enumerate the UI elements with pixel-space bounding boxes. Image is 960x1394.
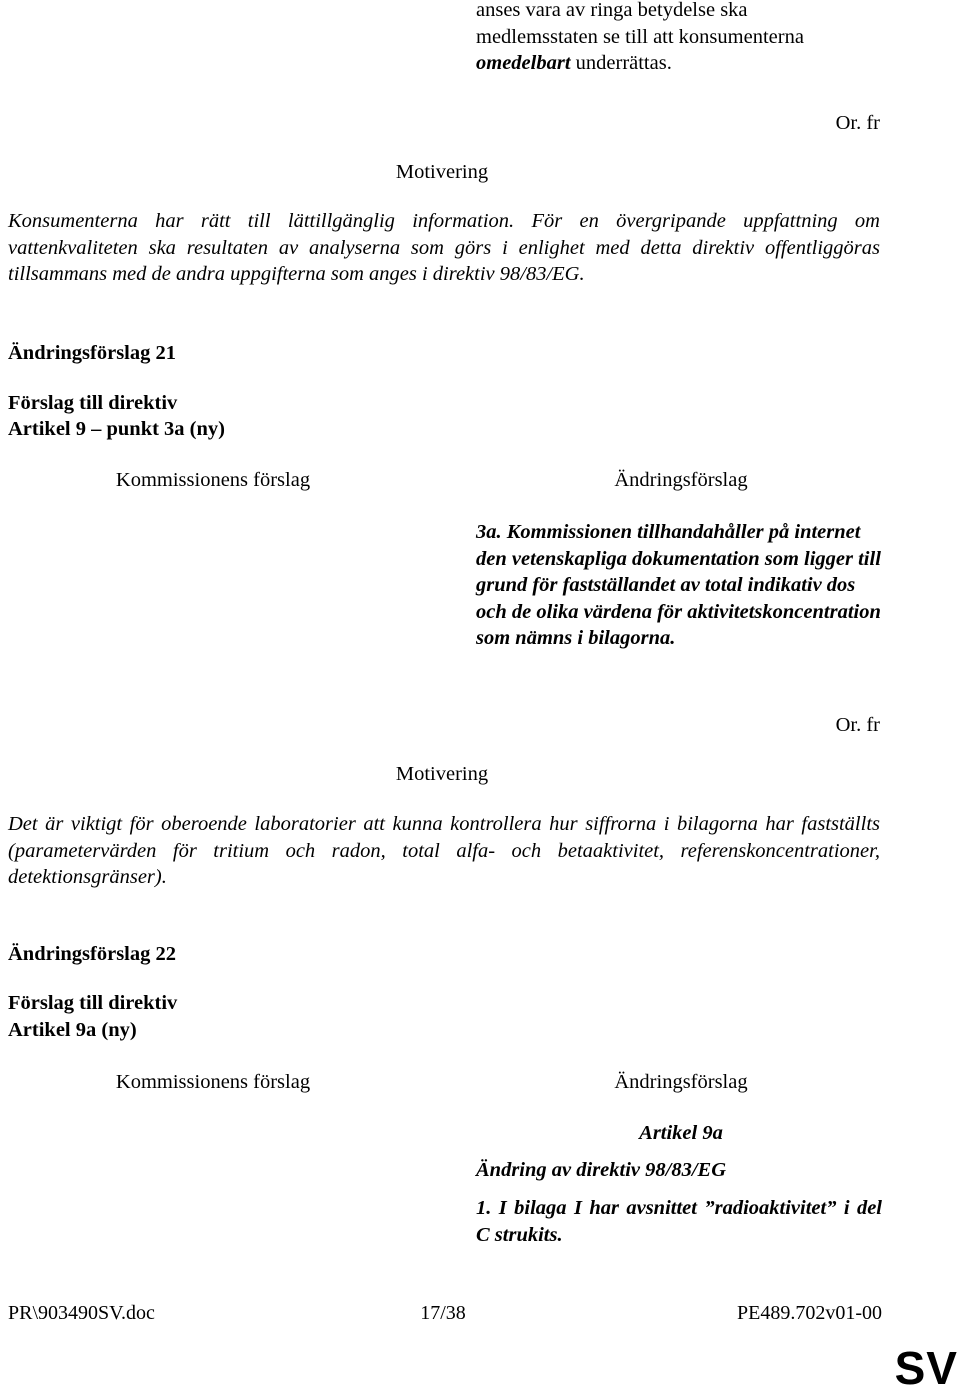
article-reference: Artikel 9a (ny) [8,1019,137,1041]
amendment-title: Ändringsförslag 21 [8,342,177,364]
continued-line-3 [476,50,886,77]
amendment-header: Ändringsförslag [614,1071,748,1093]
justification-text: Det är viktigt för oberoende laboratorier att kunna kontrollera hur siffrorna i bilagorna har fastställts (parametervärden för tritium och radon, total alfa- och betaaktivitet, referenskoncentrationer, detektionsgränser). [8,813,880,888]
commission-proposal-header: Kommissionens förslag [115,469,311,491]
continued-line-1: anses vara av ringa betydelse ska [476,0,748,21]
footer-document-name: PR\903490SV.doc [8,1302,155,1324]
continued-amendment-text [476,0,886,77]
amendment-title: Ändringsförslag 22 [8,943,177,965]
language-code-mark: SV [894,1342,958,1394]
original-language-label: Or. fr [835,112,880,134]
new-article-subheading: Ändring av direktiv 98/83/EG [476,1159,727,1181]
continued-line-2: medlemsstaten se till att konsumenterna [476,25,804,48]
emphasized-word: omedelbart [476,52,571,74]
footer-page-number: 17/38 [420,1302,466,1324]
proposal-label: Förslag till direktiv [8,392,178,414]
proposal-label: Förslag till direktiv [8,992,178,1014]
new-article-heading: Artikel 9a [639,1122,723,1144]
amendment-header: Ändringsförslag [614,469,748,491]
justification-heading: Motivering [395,161,489,183]
commission-proposal-header: Kommissionens förslag [115,1071,311,1093]
footer-reference: PE489.702v01-00 [737,1302,882,1324]
article-reference: Artikel 9 – punkt 3a (ny) [8,418,225,440]
justification-text: Konsumenterna har rätt till lättillgänglig information. För en övergripande uppfattning om vattenkvaliteten ska resultaten av analyserna som görs i enlighet med detta direktiv offentliggöras tillsammans med de andra uppgifterna som anges i direktiv 98/83/EG. [8,210,880,285]
continued-line-3-rest: underrättas. [570,52,672,74]
justification-heading: Motivering [395,763,489,785]
original-language-label: Or. fr [835,714,880,736]
amendment-point: 1. I bilaga I har avsnittet ”radioaktivitet” i del C strukits. [476,1197,882,1246]
amendment-text: 3a. Kommissionen tillhandahåller på internet den vetenskapliga dokumentation som ligger till grund för fastställandet av total indikativ dos och de olika värdena för aktivitetskoncentration som nämns i bilagorna. [476,521,881,649]
